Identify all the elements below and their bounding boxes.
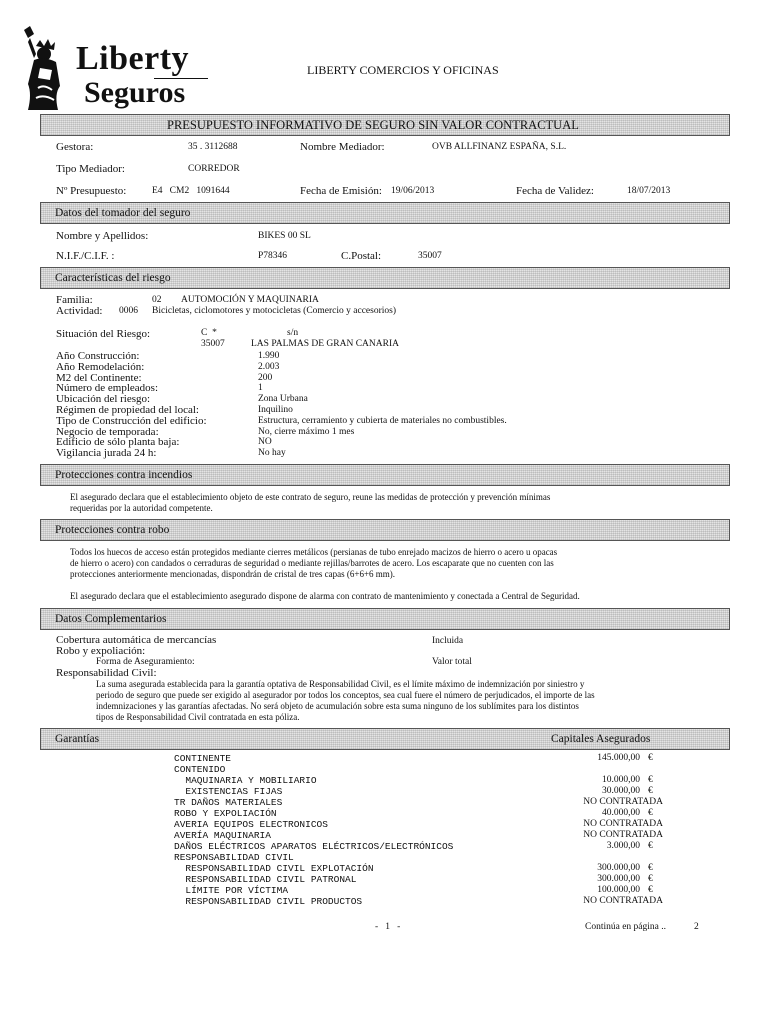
- situacion-city: LAS PALMAS DE GRAN CANARIA: [251, 339, 399, 349]
- garantia-amount: 30.000,00: [602, 786, 640, 796]
- riesgo-item-label: Año Remodelación:: [56, 361, 145, 373]
- banner-title-bar: [40, 114, 730, 136]
- riesgo-item-value: Zona Urbana: [258, 394, 308, 404]
- garantia-amount: 40.000,00: [602, 808, 640, 818]
- section-incendios: [40, 464, 730, 486]
- page-number: - 1 -: [375, 922, 401, 932]
- garantia-currency: €: [648, 775, 653, 785]
- actividad-label: Actividad:: [56, 305, 103, 317]
- forma-label: Forma de Aseguramiento:: [96, 657, 195, 667]
- riesgo-item-label: Vigilancia jurada 24 h:: [56, 447, 157, 459]
- garantia-amount: NO CONTRATADA: [583, 819, 663, 829]
- garantia-name: EXISTENCIAS FIJAS: [174, 786, 283, 797]
- section-garantias: [40, 728, 730, 750]
- garantia-name: CONTENIDO: [174, 764, 226, 775]
- liberty-logo: [14, 24, 194, 116]
- tipo-mediador-label: Tipo Mediador:: [56, 163, 125, 175]
- riesgo-item-label: Ubicación del riesgo:: [56, 393, 151, 405]
- garantia-amount: 10.000,00: [602, 775, 640, 785]
- section-complementarios-title: Datos Complementarios: [55, 613, 167, 625]
- situacion-cp: 35007: [201, 339, 225, 349]
- robo-text-3: protecciones anteriormente mencionadas, dispondrán de cristal de tres capas (6+6+6 mm).: [70, 569, 396, 579]
- fecha-validez-label: Fecha de Validez:: [516, 185, 594, 197]
- garantia-currency: €: [648, 885, 653, 895]
- actividad-code: 0006: [119, 306, 138, 316]
- garantia-name: RESPONSABILIDAD CIVIL PATRONAL: [174, 874, 357, 885]
- brand-liberty: Liberty: [76, 40, 190, 77]
- section-complementarios: [40, 608, 730, 630]
- garantia-name: MAQUINARIA Y MOBILIARIO: [174, 775, 317, 786]
- tipo-mediador-value: CORREDOR: [188, 164, 240, 174]
- familia-label: Familia:: [56, 294, 93, 306]
- riesgo-item-value: 200: [258, 373, 273, 383]
- robo-text-4: El asegurado declara que el establecimiento asegurado dispone de alarma con contrato de mantenimiento y conectada a Central de Seguridad.: [70, 591, 580, 601]
- garantia-amount: 300.000,00: [597, 863, 640, 873]
- riesgo-item-label: Tipo de Construcción del edificio:: [56, 415, 207, 427]
- garantia-name: AVERÍA MAQUINARIA: [174, 830, 271, 841]
- riesgo-item-label: Edificio de sólo planta baja:: [56, 436, 180, 448]
- rc-text-2: periodo de seguro que puede ser exigido al asegurador por todos los conceptos, sea cual fuere el número de perjudicados, el importe de las: [96, 690, 595, 700]
- cpostal-value: 35007: [418, 251, 442, 261]
- presupuesto-label: Nº Presupuesto:: [56, 185, 127, 197]
- garantia-name: LÍMITE POR VÍCTIMA: [174, 885, 289, 896]
- rc-text-3: indemnizaciones y las garantías afectadas. No será objeto de acumulación sobre esta suma ninguno de los sublímites para los distintos: [96, 701, 579, 711]
- robo-text-1: Todos los huecos de acceso están protegidos mediante cierres metálicos (persianas de tubo enrejado macizos de hierro o acero u opacas: [70, 547, 558, 557]
- robo-expoliacion-label: Robo y expoliación:: [56, 645, 146, 657]
- situacion-label: Situación del Riesgo:: [56, 328, 151, 340]
- fecha-emision-value: 19/06/2013: [391, 186, 435, 196]
- situacion-street: C *: [201, 328, 217, 338]
- riesgo-item-label: Régimen de propiedad del local:: [56, 404, 199, 416]
- nombre-apellidos-value: BIKES 00 SL: [258, 231, 311, 241]
- situacion-number: s/n: [287, 328, 299, 338]
- gestora-value: 35 . 3112688: [188, 142, 238, 152]
- nombre-apellidos-label: Nombre y Apellidos:: [56, 230, 149, 242]
- riesgo-item-label: Número de empleados:: [56, 382, 159, 394]
- incendios-text-1: El asegurado declara que el establecimiento objeto de este contrato de seguro, reune las medidas de protección y prevención mínimas: [70, 492, 551, 502]
- garantia-name: CONTINENTE: [174, 753, 232, 764]
- gestora-label: Gestora:: [56, 141, 94, 153]
- brand-seguros: Seguros: [84, 76, 186, 109]
- rc-label: Responsabilidad Civil:: [56, 667, 157, 679]
- section-robo-title: Protecciones contra robo: [55, 524, 170, 536]
- section-riesgo-title: Características del riesgo: [55, 272, 171, 284]
- rc-text-1: La suma asegurada establecida para la garantía optativa de Responsabilidad Civil, es el límite máximo de indemnización por siniestro y: [96, 679, 585, 689]
- fecha-emision-label: Fecha de Emisión:: [300, 185, 382, 197]
- riesgo-item-label: M2 del Continente:: [56, 372, 142, 384]
- rc-text-4: tipos de Responsabilidad Civil contratada en esta póliza.: [96, 712, 300, 722]
- company-name: LIBERTY COMERCIOS Y OFICINAS: [307, 63, 499, 77]
- riesgo-item-label: Año Construcción:: [56, 350, 140, 362]
- garantia-name: DAÑOS ELÉCTRICOS APARATOS ELÉCTRICOS/ELECTRÓNICOS: [174, 841, 454, 852]
- garantia-currency: €: [648, 753, 653, 763]
- nif-label: N.I.F./C.I.F. :: [56, 250, 115, 262]
- banner-title: PRESUPUESTO INFORMATIVO DE SEGURO SIN VALOR CONTRACTUAL: [167, 118, 579, 132]
- nombre-mediador-label: Nombre Mediador:: [300, 141, 385, 153]
- section-riesgo: [40, 267, 730, 289]
- next-page-number: 2: [694, 922, 699, 932]
- actividad-value: Bicicletas, ciclomotores y motocicletas (Comercio y accesorios): [152, 306, 397, 316]
- riesgo-item-value: No, cierre máximo 1 mes: [258, 427, 355, 437]
- garantia-name: RESPONSABILIDAD CIVIL: [174, 852, 294, 863]
- cpostal-label: C.Postal:: [341, 250, 382, 262]
- capitales-title: Capitales Asegurados: [551, 733, 651, 745]
- continua-text: Continúa en página ..: [585, 922, 666, 932]
- nif-value: P78346: [258, 251, 288, 261]
- garantia-name: RESPONSABILIDAD CIVIL PRODUCTOS: [174, 896, 363, 907]
- riesgo-item-value: Inquilino: [258, 405, 293, 415]
- cobertura-value: Incluida: [432, 636, 464, 646]
- riesgo-item-label: Negocio de temporada:: [56, 426, 159, 438]
- nombre-mediador-value: OVB ALLFINANZ ESPAÑA, S.L.: [432, 142, 567, 152]
- section-robo: [40, 519, 730, 541]
- presupuesto-value: E4 CM2 1091644: [152, 186, 230, 196]
- garantia-currency: €: [648, 841, 653, 851]
- garantia-currency: €: [648, 863, 653, 873]
- section-garantias-title: Garantías: [55, 733, 100, 745]
- garantia-name: ROBO Y EXPOLIACIÓN: [174, 808, 277, 819]
- riesgo-item-value: 1.990: [258, 351, 280, 361]
- robo-text-2: de hierro o acero) con candados o cerraduras de seguridad o mediante rejillas/barrotes de acero. Los escaparate que no cuenten con las: [70, 558, 554, 568]
- riesgo-item-value: NO: [258, 437, 272, 447]
- garantia-currency: €: [648, 874, 653, 884]
- garantia-amount: NO CONTRATADA: [583, 896, 663, 906]
- fecha-validez-value: 18/07/2013: [627, 186, 671, 196]
- garantia-currency: €: [648, 786, 653, 796]
- cobertura-label: Cobertura automática de mercancías: [56, 634, 217, 646]
- riesgo-item-value: No hay: [258, 448, 286, 458]
- garantia-currency: €: [648, 808, 653, 818]
- forma-value: Valor total: [432, 657, 472, 667]
- garantia-name: AVERIA EQUIPOS ELECTRONICOS: [174, 819, 328, 830]
- familia-code: 02: [152, 295, 162, 305]
- garantia-amount: NO CONTRATADA: [583, 830, 663, 840]
- riesgo-item-value: 2.003: [258, 362, 280, 372]
- garantia-amount: 300.000,00: [597, 874, 640, 884]
- garantia-amount: 145.000,00: [597, 753, 640, 763]
- section-incendios-title: Protecciones contra incendios: [55, 469, 193, 481]
- incendios-text-2: requeridas por la autoridad competente.: [70, 503, 213, 513]
- garantia-name: RESPONSABILIDAD CIVIL EXPLOTACIÓN: [174, 863, 374, 874]
- garantia-amount: 3.000,00: [606, 841, 640, 851]
- riesgo-item-value: Estructura, cerramiento y cubierta de materiales no combustibles.: [258, 416, 507, 426]
- section-tomador: [40, 202, 730, 224]
- familia-value: AUTOMOCIÓN Y MAQUINARIA: [181, 295, 319, 305]
- garantia-amount: NO CONTRATADA: [583, 797, 663, 807]
- garantia-name: TR DAÑOS MATERIALES: [174, 797, 283, 808]
- garantia-amount: 100.000,00: [597, 885, 640, 895]
- section-tomador-title: Datos del tomador del seguro: [55, 207, 191, 219]
- statue-of-liberty-icon: [14, 24, 74, 116]
- riesgo-item-value: 1: [258, 383, 263, 393]
